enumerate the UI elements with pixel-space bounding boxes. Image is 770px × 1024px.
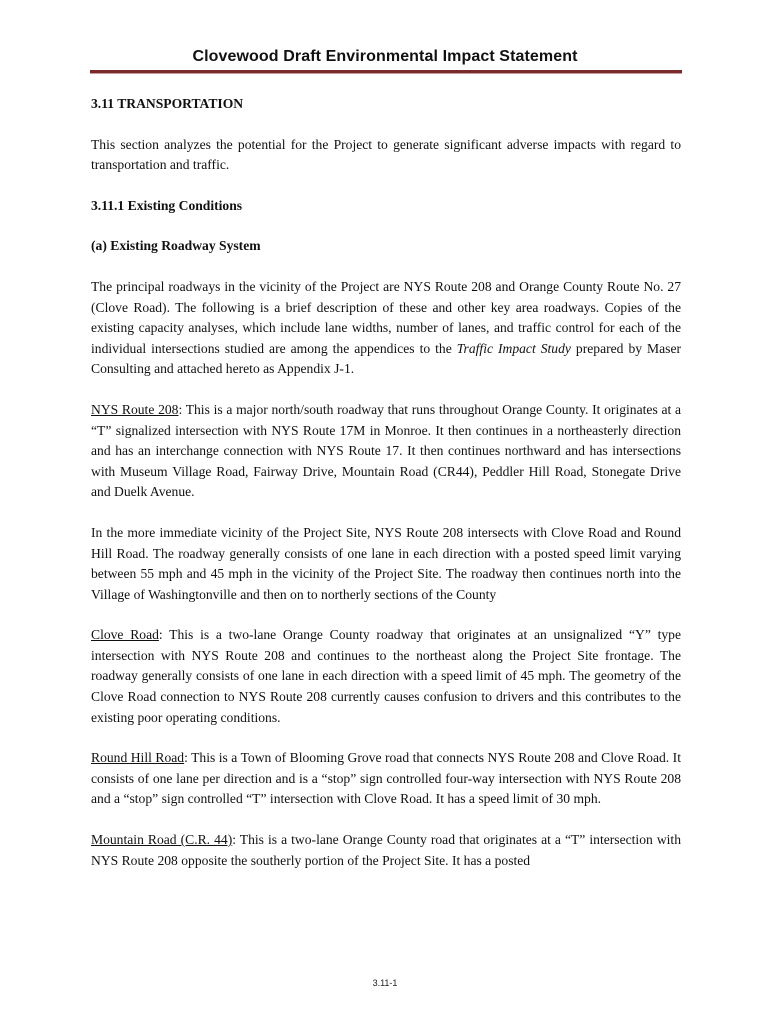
paragraph-immediate-vicinity: In the more immediate vicinity of the Project Site, NYS Route 208 intersects with Clove Road and Round Hill Road. The roadway generally consists of one lane in each direction with a posted speed limit varying between 55 mph and 45 mph in the vicinity of the Project Site. The roadway then continues north into the Village of Washingtonville and then on to northerly sections of the County	[91, 524, 681, 602]
document-header-title: Clovewood Draft Environmental Impact Statement	[192, 48, 578, 65]
document-body	[91, 94, 681, 871]
paragraph-round-hill-road	[91, 748, 681, 810]
section-heading: 3.11 TRANSPORTATION	[91, 96, 244, 111]
paragraph-principal-roadways	[91, 277, 681, 380]
roadway-term: NYS Route 208	[91, 401, 179, 417]
paragraph-text: : This is a two-lane Orange County road that originates at a “T” intersection with NYS Route 208 opposite the southerly portion of the Project Site. It has a posted	[91, 832, 681, 868]
paragraph-route-208	[91, 400, 681, 503]
paragraph-clove-road	[91, 625, 681, 728]
section-intro: This section analyzes the potential for the Project to generate significant adverse impacts with regard to transportation and traffic.	[91, 136, 681, 173]
roadway-term: Round Hill Road	[91, 750, 185, 766]
header-rule	[90, 70, 682, 74]
paragraph-text: : This is a two-lane Orange County roadway that originates at an unsignalized “Y” type intersection with NYS Route 208 and continues to the northeast along the Project Site frontage. The roadway generally consists of one lane in each direction with a speed limit of 45 mph. The geometry of the Clove Road connection to NYS Route 208 currently causes confusion to drivers and this contributes to the existing poor operating conditions.	[91, 627, 681, 725]
paragraph-text: prepared by Maser Consulting and attached hereto as Appendix J-1.	[91, 340, 682, 377]
paragraph-text: The principal roadways in the vicinity of the Project are NYS Route 208 and Orange County Route No. 27 (Clove Road). The following is a brief description of these and other key area roadways. Copies of the existing capacity analyses, which include lane widths, number of lanes, and traffic control for each of the individual intersections studied are among the appendices to the	[91, 278, 681, 356]
paragraph-text: : This is a Town of Blooming Grove road that connects NYS Route 208 and Clove Road. It consists of one lane per direction and is a “stop” sign controlled four-way intersection with NYS Route 208 and a “stop” sign controlled “T” intersection with Clove Road. It has a speed limit of 30 mph.	[91, 750, 681, 807]
roadway-term: Mountain Road (C.R. 44)	[91, 832, 233, 848]
subsection-heading: 3.11.1 Existing Conditions	[91, 197, 243, 213]
page-number: 3.11-1	[372, 978, 398, 988]
roadway-term: Clove Road	[91, 627, 159, 643]
subsubsection-heading: (a) Existing Roadway System	[91, 238, 261, 254]
traffic-impact-study-title: Traffic Impact Study	[456, 340, 571, 356]
paragraph-text: : This is a major north/south roadway that runs throughout Orange County. It originates at a “T” signalized intersection with NYS Route 17M in Monroe. It then continues in a northeasterly direction and has an interchange connection with NYS Route 17. It then continues northward and has intersections with Museum Village Road, Fairway Drive, Mountain Road (CR44), Peddler Hill Road, Stonegate Drive and Duelk Avenue.	[91, 401, 681, 500]
paragraph-mountain-road	[91, 830, 681, 871]
